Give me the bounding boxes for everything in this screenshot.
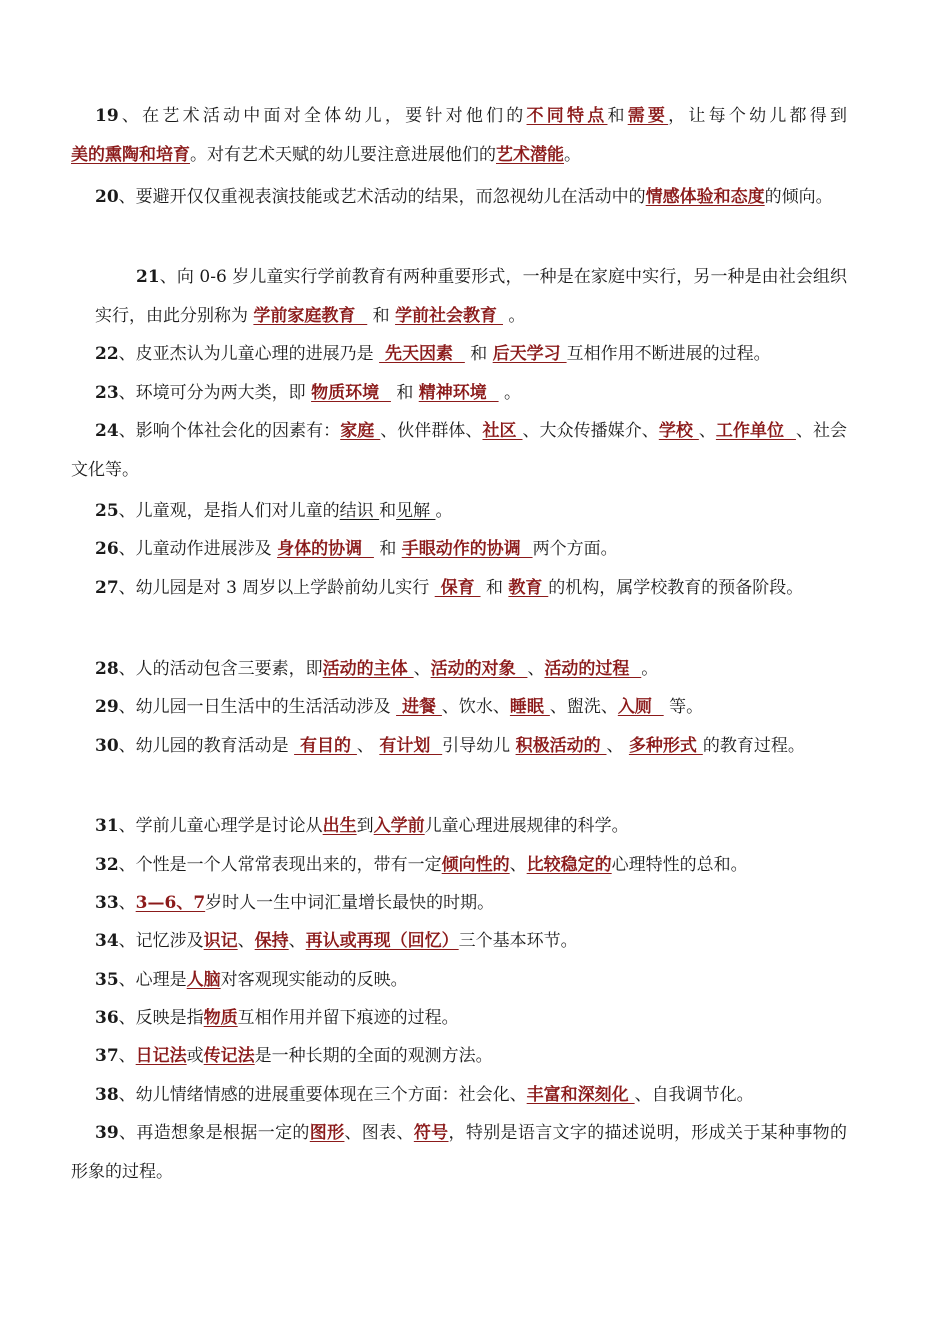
question-text: 、: [288, 931, 306, 951]
question-item: [71, 178, 847, 217]
question-text: 互相作用并留下痕迹的过程。: [237, 1008, 459, 1028]
question-text: 、学前儿童心理学是讨论从: [118, 816, 323, 836]
question-item: [71, 569, 847, 608]
question-text: 。: [498, 383, 521, 403]
question-text: 、幼儿园一日生活中的生活活动涉及: [118, 697, 397, 717]
question-text: 等。: [663, 697, 704, 717]
question-item: [71, 884, 847, 923]
answer-blank: 工作单位: [715, 421, 796, 441]
question-text: 对客观现实能动的反映。: [220, 970, 408, 990]
answer-blank: 保育: [434, 578, 481, 598]
question-item: [71, 1114, 847, 1191]
question-text: 、: [118, 1046, 136, 1066]
question-text: 、自我调节化。: [634, 1085, 754, 1105]
question-number: 26: [95, 539, 119, 559]
question-text: 心理特性的总和。: [611, 855, 748, 875]
question-text: 、在艺术活动中面对全体幼儿，要针对他们的: [118, 106, 527, 126]
question-item: [71, 1037, 847, 1076]
question-text: 、饮水、: [441, 697, 510, 717]
question-text: 、要避开仅仅重视表演技能或艺术活动的结果，而忽视幼儿在活动中的: [118, 187, 646, 207]
question-number: 32: [95, 855, 119, 875]
question-text: 、: [527, 659, 545, 679]
question-number: 24: [95, 421, 119, 441]
question-number: 35: [95, 970, 119, 990]
question-text: 、幼儿情绪情感的进展重要体现在三个方面：社会化、: [118, 1085, 527, 1105]
question-item: [71, 530, 847, 569]
answer-blank: 有计划: [379, 736, 443, 756]
answer-blank: 社区: [482, 421, 523, 441]
question-item: [71, 961, 847, 1000]
question-text: 、再造想象是根据一定的: [118, 1123, 310, 1143]
question-text: 和: [480, 578, 509, 598]
question-text: 、: [509, 855, 527, 875]
question-text: 、: [413, 659, 431, 679]
question-number: 37: [95, 1046, 119, 1066]
question-text: 、: [606, 736, 629, 756]
answer-blank: 精神环境: [418, 383, 499, 403]
question-text: 、皮亚杰认为儿童心理的进展乃是: [118, 344, 380, 364]
answer-blank: 后天学习: [492, 344, 567, 364]
answer-blank: 出生: [322, 816, 357, 836]
question-text: 、伙伴群体、: [380, 421, 483, 441]
question-text: 三个基本环节。: [458, 931, 578, 951]
answer-blank: 物质环境: [311, 383, 391, 403]
question-text: 两个方面。: [532, 539, 618, 559]
question-number: 27: [95, 578, 119, 598]
question-text: 、大众传播媒介、: [522, 421, 659, 441]
question-item: [71, 374, 847, 413]
question-text: 或: [186, 1046, 204, 1066]
answer-blank: 积极活动的: [515, 736, 607, 756]
answer-blank: 先天因素: [379, 344, 465, 364]
answer-blank: 识记: [203, 931, 238, 951]
question-text: 、: [356, 736, 380, 756]
question-text: 。: [641, 659, 659, 679]
question-text: ，让每个幼儿都得到: [668, 106, 848, 126]
answer-blank: 倾向性的: [441, 855, 510, 875]
question-text: 和: [607, 106, 628, 126]
answer-blank: 日记法: [135, 1046, 187, 1066]
answer-blank: 3—6、7: [135, 893, 206, 913]
question-number: 39: [95, 1123, 119, 1143]
question-text: 、盥洗、: [549, 697, 618, 717]
question-text: 的机构，属学校教育的预备阶段。: [548, 578, 804, 598]
question-text: 、人的活动包含三要素，即: [118, 659, 323, 679]
question-item: [71, 727, 847, 766]
question-text: 、: [698, 421, 716, 441]
question-number: 22: [95, 344, 119, 364]
question-item: [71, 846, 847, 885]
question-item: [71, 412, 847, 489]
question-number: 28: [95, 659, 119, 679]
question-text: 、反映是指: [118, 1008, 204, 1028]
question-text: 、幼儿园是对 3 周岁以上学龄前幼儿实行: [118, 578, 435, 598]
question-text: 、儿童动作进展涉及: [118, 539, 278, 559]
question-text: ，特别是语言文字的描述说明，形成关于某种事物的形象的过程。: [71, 1123, 848, 1182]
question-item: [71, 999, 847, 1038]
answer-blank: 活动的主体: [322, 659, 414, 679]
question-text: 、图表、: [344, 1123, 414, 1143]
question-text: 、幼儿园的教育活动是: [118, 736, 295, 756]
answer-blank: 睡眠: [509, 697, 550, 717]
answer-blank: 符号: [413, 1123, 449, 1143]
answer-blank: 教育: [508, 578, 549, 598]
question-number: 19: [95, 106, 119, 126]
answer-blank: 不同特点: [526, 106, 608, 126]
question-text: 、: [118, 893, 136, 913]
answer-blank: 比较稳定的: [526, 855, 612, 875]
answer-blank: 身体的协调: [277, 539, 374, 559]
question-item: [71, 650, 847, 689]
question-number: 29: [95, 697, 119, 717]
question-text: 的倾向。: [764, 187, 833, 207]
question-item: [71, 807, 847, 846]
question-number: 34: [95, 931, 119, 951]
question-number: 38: [95, 1085, 119, 1105]
question-text: 、儿童观，是指人们对儿童的: [118, 501, 340, 521]
question-item: [71, 688, 847, 727]
question-number: 36: [95, 1008, 119, 1028]
question-text: 、心理是: [118, 970, 187, 990]
answer-blank: 学前家庭教育: [253, 305, 368, 326]
question-number: 21: [136, 267, 160, 287]
question-text: 引导幼儿: [442, 736, 516, 756]
question-number: 25: [95, 501, 119, 521]
question-text: 到: [356, 816, 374, 836]
question-text: 、记忆涉及: [118, 931, 204, 951]
question-text: 岁时人一生中词汇量增长最快的时期。: [205, 893, 495, 913]
question-number: 31: [95, 816, 119, 836]
question-text: 是一种长期的全面的观测方法。: [254, 1046, 493, 1066]
answer-blank: 传记法: [203, 1046, 255, 1066]
question-text: 互相作用不断进展的过程。: [566, 344, 771, 364]
answer-blank: 丰富和深刻化: [526, 1085, 635, 1105]
answer-blank: 入学前: [373, 816, 425, 836]
question-text: 和: [390, 383, 419, 403]
question-text: 。: [564, 144, 581, 165]
answer-blank: 入厕: [617, 697, 664, 717]
question-text: 、: [237, 931, 255, 951]
question-number: 30: [95, 736, 119, 756]
question-text: 。: [435, 501, 453, 521]
question-item: [71, 97, 847, 174]
question-text: 和: [367, 305, 396, 326]
question-text: 、社会文化等。: [71, 421, 848, 480]
question-item: [71, 335, 847, 374]
answer-blank: 学校: [658, 421, 699, 441]
question-item: [71, 1076, 847, 1115]
question-item: [95, 258, 847, 335]
question-text: 儿童心理进展规律的科学。: [424, 816, 629, 836]
question-item: [71, 492, 847, 531]
question-text: 。: [502, 305, 526, 326]
answer-blank: 家庭: [340, 421, 381, 441]
answer-blank: 进餐: [396, 697, 442, 717]
answer-blank: 图形: [309, 1123, 345, 1143]
answer-blank: 见解: [396, 501, 436, 521]
question-text: 的教育过程。: [702, 736, 805, 756]
question-text: 、环境可分为两大类，即: [118, 383, 312, 403]
question-number: 20: [95, 187, 119, 207]
question-text: 。对有艺术天赋的幼儿要注意进展他们的: [190, 144, 496, 165]
answer-blank: 活动的对象: [430, 659, 528, 679]
answer-blank: 保持: [254, 931, 289, 951]
question-text: 和: [464, 344, 493, 364]
question-text: 、向 0-6 岁儿童实行学前教育有两种重要形式，一种是在家庭中实行，另一种是由社会组织实行，由此分别称为: [95, 267, 847, 326]
answer-blank: 美的熏陶和培育: [71, 144, 190, 165]
question-text: 和: [379, 501, 397, 521]
answer-blank: 有目的: [294, 736, 357, 756]
answer-blank: 需要: [627, 106, 669, 126]
answer-blank: 再认或再现（回忆）: [305, 931, 459, 951]
question-number: 23: [95, 383, 119, 403]
question-item: [71, 922, 847, 961]
answer-blank: 物质: [203, 1008, 238, 1028]
question-number: 33: [95, 893, 119, 913]
question-text: 、个性是一个人常常表现出来的，带有一定: [118, 855, 442, 875]
answer-blank: 艺术潜能: [496, 144, 564, 165]
question-text: 、影响个体社会化的因素有：: [118, 421, 341, 441]
answer-blank: 人脑: [186, 970, 221, 990]
answer-blank: 手眼动作的协调: [401, 539, 533, 559]
answer-blank: 活动的过程: [544, 659, 642, 679]
question-text: 和: [373, 539, 402, 559]
answer-blank: 结识: [339, 501, 380, 521]
answer-blank: 情感体验和态度: [645, 187, 765, 207]
answer-blank: 学前社会教育: [395, 305, 503, 326]
answer-blank: 多种形式: [628, 736, 703, 756]
